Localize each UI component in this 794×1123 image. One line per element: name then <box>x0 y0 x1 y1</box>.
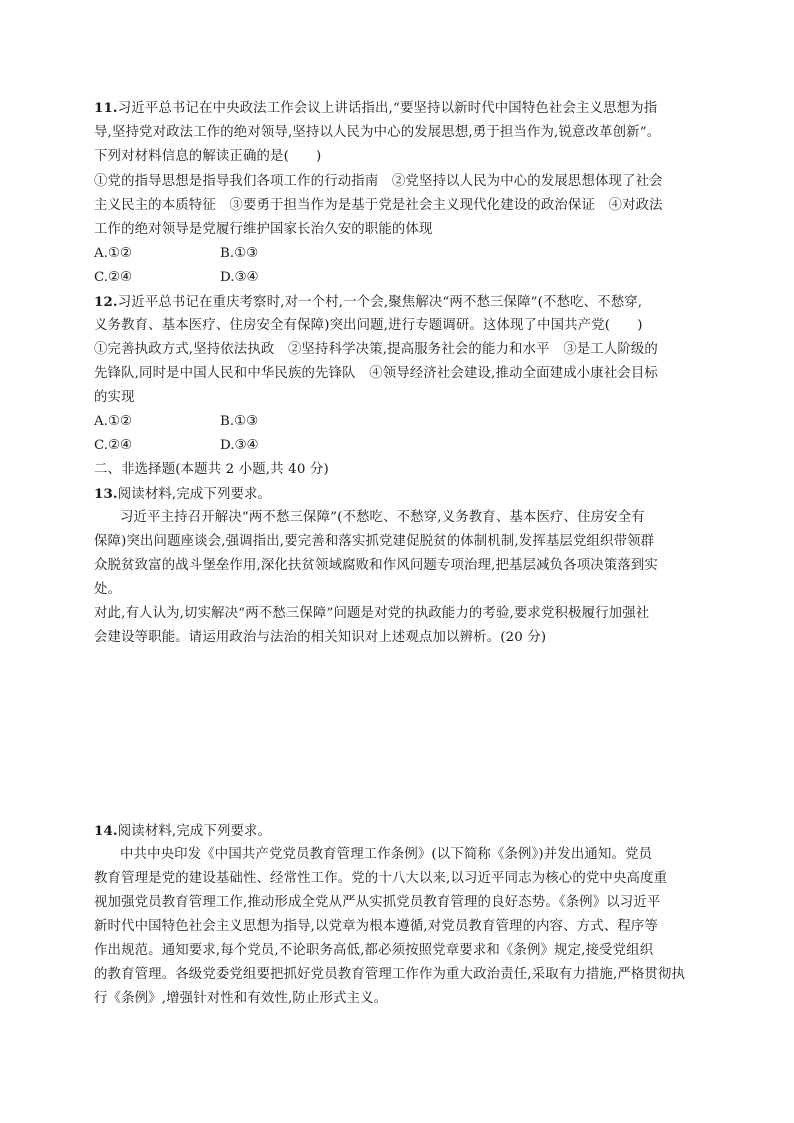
q12-option-a[interactable]: A.①② <box>94 414 132 429</box>
q14-material-2: 教育管理是党的建设基础性、经常性工作。党的十八大以来,以习近平同志为核心的党中央高度重 <box>94 871 668 886</box>
q13-material-2: 保障)突出问题座谈会,强调指出,要完善和落实抓党建促脱贫的体制机制,发挥基层党组织带领群 <box>94 534 655 549</box>
q13-task-2: 会建设等职能。请运用政治与法治的相关知识对上述观点加以辨析。(20 分) <box>94 630 547 645</box>
q13-number: 13. <box>94 486 118 502</box>
q11-line-6: 工作的绝对领导是党履行维护国家长治久安的职能的体现 <box>94 222 433 237</box>
q11-text-1: 习近平总书记在中央政法工作会议上讲话指出,“要坚持以新时代中国特色社会主义思想为指 <box>117 101 658 116</box>
q14-material-1: 中共中央印发《中国共产党党员教育管理工作条例》(以下简称《条例》)并发出通知。党员 <box>120 847 653 862</box>
q11-number: 11. <box>94 100 118 116</box>
q14-number: 14. <box>94 823 118 839</box>
q12-line-2: 义务教育、基本医疗、住房安全有保障)突出问题,进行专题调研。这体现了中国共产党( ) <box>94 318 643 333</box>
q11-line-5: 主义民主的本质特征 ③要勇于担当作为是基于党是社会主义现代化建设的政治保证 ④对政法 <box>94 198 663 213</box>
q13-head-text: 阅读材料,完成下列要求。 <box>117 487 272 502</box>
q11-line-3: 下列对材料信息的解读正确的是( ) <box>94 149 322 164</box>
q14-material-3: 视加强党员教育管理工作,推动形成全党从严从实抓党员教育管理的良好态势。《条例》以习近平 <box>94 895 661 910</box>
q12-line-1 <box>94 293 642 312</box>
q14-material-6: 的教育管理。各级党委党组要把抓好党员教育管理工作作为重大政治责任,采取有力措施,严格贯彻执 <box>94 967 686 982</box>
q12-text-1: 习近平总书记在重庆考察时,对一个村,一个会,聚焦解决“两不愁三保障”(不愁吃、不愁穿, <box>117 295 643 310</box>
q12-number: 12. <box>94 294 118 310</box>
q14-material-5: 作出规范。通知要求,每个党员,不论职务高低,都必须按照党章要求和《条例》规定,接受党组织 <box>94 943 654 958</box>
q11-line-1 <box>94 99 657 118</box>
q13-material-3: 众脱贫致富的战斗堡垒作用,深化扶贫领域腐败和作风问题专项治理,把基层减负各项决策落到实 <box>94 558 658 573</box>
section-heading: 二、非选择题(本题共 2 小题,共 40 分) <box>94 462 329 477</box>
q13-material-4: 处。 <box>94 582 122 597</box>
q12-line-3: ①完善执政方式,坚持依法执政 ②坚持科学决策,提高服务社会的能力和水平 ③是工人阶级的 <box>94 342 658 357</box>
q11-option-d[interactable]: D.③④ <box>220 270 259 285</box>
q14-material-7: 行《条例》,增强针对性和有效性,防止形式主义。 <box>94 991 388 1006</box>
q12-option-d[interactable]: D.③④ <box>220 438 259 453</box>
q13-head <box>94 485 271 504</box>
q14-head-text: 阅读材料,完成下列要求。 <box>117 824 272 839</box>
q12-option-b[interactable]: B.①③ <box>220 414 259 429</box>
q14-head <box>94 822 271 841</box>
q12-line-5: 的实现 <box>94 390 135 405</box>
q11-option-b[interactable]: B.①③ <box>220 246 259 261</box>
q11-line-2: 导,坚持党对政法工作的绝对领导,坚持以人民为中心的发展思想,勇于担当作为,锐意改革创新”。 <box>94 125 661 140</box>
q13-material-1: 习近平主持召开解决“两不愁三保障”(不愁吃、不愁穿,义务教育、基本医疗、住房安全有 <box>120 510 645 525</box>
q12-line-4: 先锋队,同时是中国人民和中华民族的先锋队 ④领导经济社会建设,推动全面建成小康社会目标 <box>94 366 658 381</box>
q13-task-1: 对此,有人认为,切实解决“两不愁三保障”问题是对党的执政能力的考验,要求党积极履行加强社 <box>94 606 650 621</box>
q11-option-a[interactable]: A.①② <box>94 246 132 261</box>
q11-option-c[interactable]: C.②④ <box>94 270 133 285</box>
q12-option-c[interactable]: C.②④ <box>94 438 133 453</box>
q14-material-4: 新时代中国特色社会主义思想为指导,以党章为根本遵循,对党员教育管理的内容、方式、程序等 <box>94 919 658 934</box>
q11-line-4: ①党的指导思想是指导我们各项工作的行动指南 ②党坚持以人民为中心的发展思想体现了社会 <box>94 174 663 189</box>
